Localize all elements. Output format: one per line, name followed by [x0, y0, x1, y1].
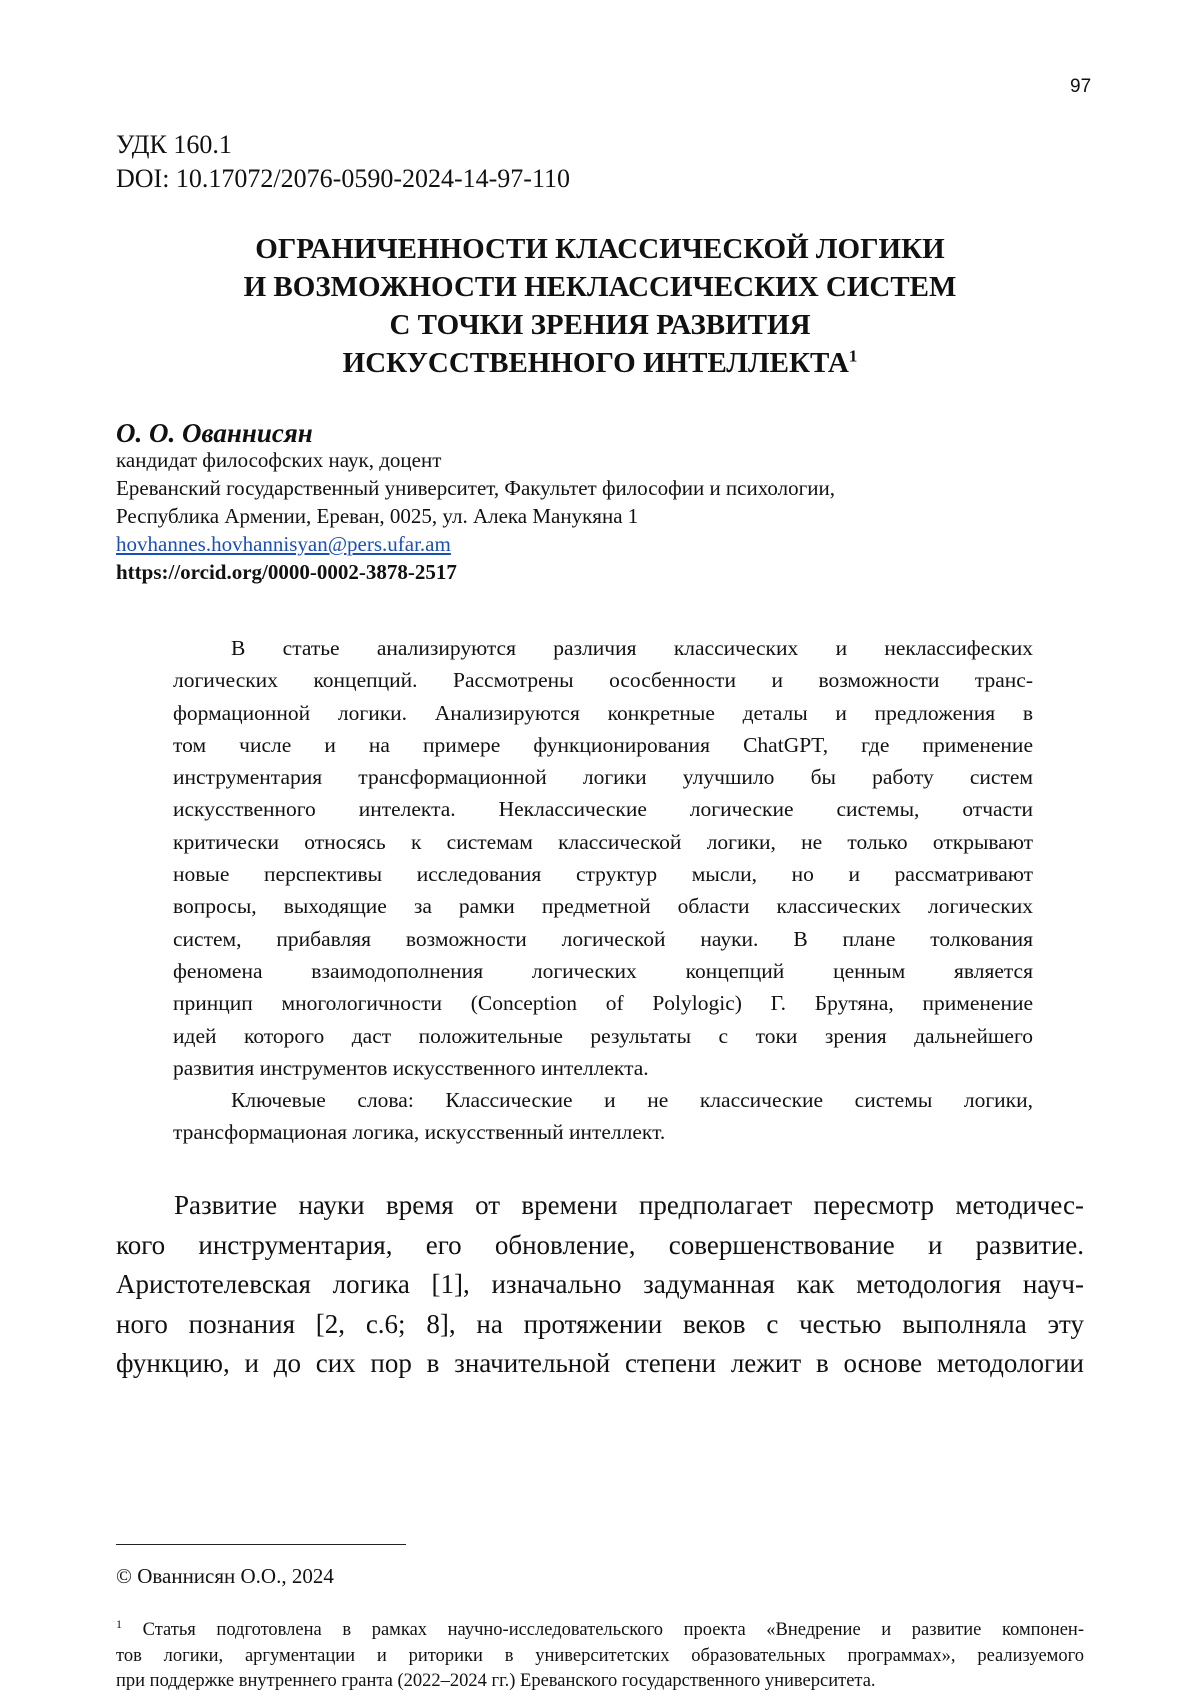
doi: DOI: 10.17072/2076-0590-2024-14-97-110	[116, 164, 570, 193]
footnote-line-text: Статья подготовлена в рамках научно-исследовательского проекта «Внедрение и развитие компонен-	[122, 1620, 1084, 1640]
abstract-line: В статье анализируются различия классических и неклассифеских	[231, 636, 1033, 660]
abstract-line: систем, прибавляя возможности логической науки. В плане толкования	[173, 926, 1033, 951]
abstract-line: феномена взаимодополнения логических концепций ценным является	[173, 958, 1033, 983]
body-line: кого инструментария, его обновление, совершенствование и развитие.	[116, 1229, 1084, 1260]
udk-code: УДК 160.1	[116, 130, 232, 159]
author-email-link[interactable]: hovhannes.hovhannisyan@pers.ufar.am	[116, 532, 451, 556]
body-line: Аристотелевская логика [1], изначально задуманная как методология науч-	[116, 1269, 1084, 1299]
body-line: Развитие науки время от времени предполагает пересмотр методичес-	[174, 1190, 1084, 1220]
abstract	[173, 632, 1033, 1149]
author-address: Республика Армении, Ереван, 0025, ул. Алека Манукяна 1	[116, 504, 639, 528]
abstract-line: идей которого даст положительные результаты с токи зрения дальнейшего	[173, 1023, 1033, 1048]
abstract-line: логических концепций. Рассмотрены ососбенности и возможности транс-	[173, 668, 1033, 693]
keywords-line: Ключевые слова: Классические и не классические системы логики,	[231, 1088, 1033, 1113]
title-line: С ТОЧКИ ЗРЕНИЯ РАЗВИТИЯ	[389, 309, 811, 341]
footnote-line: при поддержке внутреннего гранта (2022–2024 гг.) Ереванского государственного университета.	[116, 1671, 876, 1691]
abstract-line: критически относясь к системам классической логики, не только открывают	[173, 829, 1033, 854]
author-degree: кандидат философских наук, доцент	[116, 448, 442, 472]
footnote-line	[116, 1618, 1084, 1644]
author-name: О. О. Ованнисян	[116, 418, 313, 448]
body-text	[116, 1186, 1084, 1384]
footnote	[116, 1618, 1084, 1695]
footnote-divider	[116, 1544, 406, 1545]
abstract-line: формационной логики. Анализируются конкретные деталы и предложения в	[173, 700, 1033, 725]
keywords-line: трансформационая логика, искусственный интеллект.	[173, 1120, 666, 1145]
page-number: 97	[1070, 76, 1092, 97]
body-line: функцию, и до сих пор в значительной степени лежит в основе методологии	[116, 1348, 1084, 1378]
author-orcid-link[interactable]: https://orcid.org/0000-0002-3878-2517	[116, 560, 457, 584]
copyright: © Ованнисян О.О., 2024	[116, 1564, 334, 1588]
title-footnote-marker[interactable]: 1	[848, 346, 858, 366]
abstract-line: принцип многологичности (Conception of Polylogic) Г. Брутяна, применение	[173, 991, 1033, 1016]
abstract-line: новые перспективы исследования структур мысли, но и рассматривают	[173, 862, 1033, 887]
abstract-line: развития инструментов искусственного интеллекта.	[173, 1055, 649, 1080]
footnote-marker: 1	[116, 1616, 122, 1631]
title-line	[116, 344, 1084, 382]
body-line: ного познания [2, с.6; 8], на протяжении веков с честью выполняла эту	[116, 1308, 1084, 1339]
abstract-line: искусственного интелекта. Неклассические логические системы, отчасти	[173, 797, 1033, 822]
article-title	[116, 230, 1084, 382]
title-line-text: ИСКУССТВЕННОГО ИНТЕЛЛЕКТА	[342, 347, 849, 379]
author-affiliation: Ереванский государственный университет, Факультет философии и психологии,	[116, 476, 835, 500]
footnote-line: тов логики, аргументации и риторики в университетских образовательных программах», реализуемого	[116, 1645, 1084, 1666]
title-line: И ВОЗМОЖНОСТИ НЕКЛАССИЧЕСКИХ СИСТЕМ	[243, 271, 957, 303]
abstract-line: том числе и на примере функционирования ChatGPT, где применение	[173, 732, 1033, 757]
abstract-line: вопросы, выходящие за рамки предметной области классических логических	[173, 894, 1033, 919]
abstract-line: инструментария трансформационной логики улучшило бы работу систем	[173, 765, 1033, 790]
title-line: ОГРАНИЧЕННОСТИ КЛАССИЧЕСКОЙ ЛОГИКИ	[255, 233, 945, 265]
